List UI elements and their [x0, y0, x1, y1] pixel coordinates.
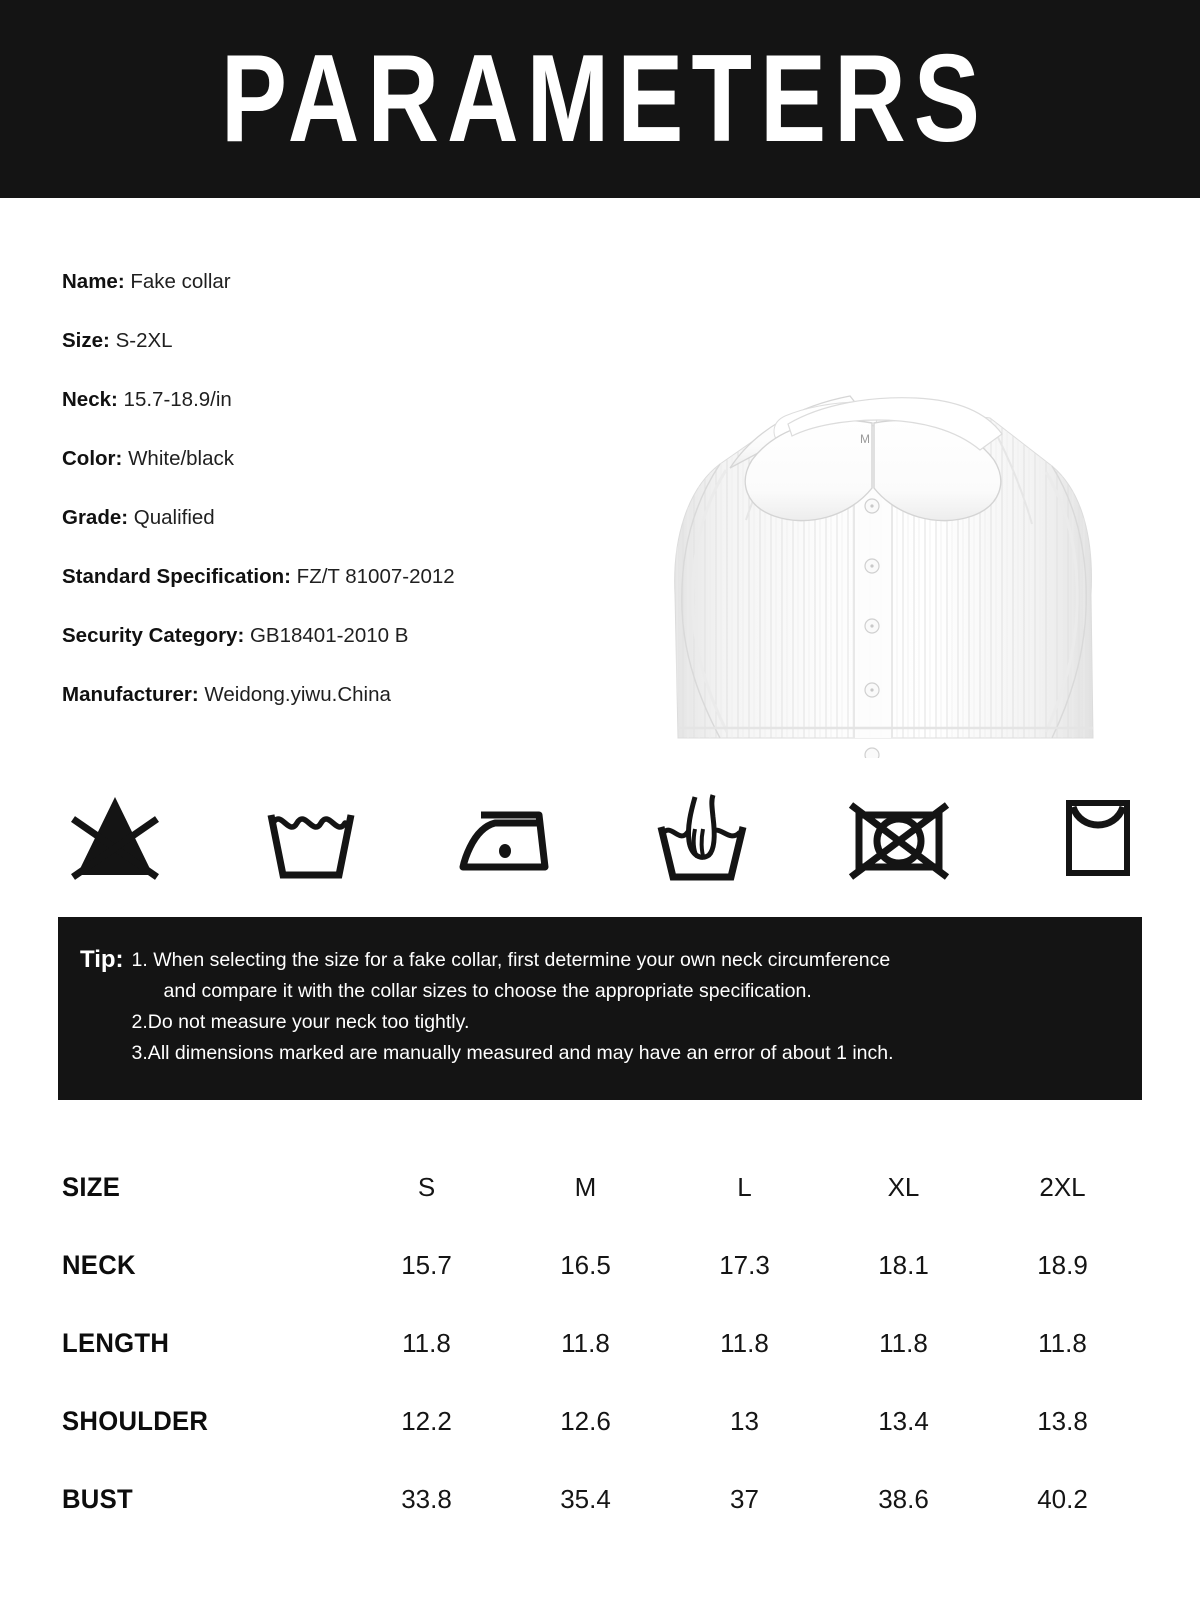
row-label-neck: NECK — [62, 1249, 136, 1280]
bust-m: 35.4 — [560, 1483, 611, 1514]
table-row-neck — [62, 1226, 1142, 1304]
neck-l: 17.3 — [719, 1249, 770, 1280]
spec-label: Grade: — [62, 506, 129, 529]
product-photo — [560, 238, 1120, 758]
tip-label: Tip: — [80, 946, 124, 973]
bust-s: 33.8 — [401, 1483, 452, 1514]
specification-list — [62, 272, 572, 744]
table-row-shoulder — [62, 1382, 1142, 1460]
spec-label: Security Category: — [62, 624, 245, 647]
row-label-bust: BUST — [62, 1483, 133, 1514]
tip-line-2: 2.Do not measure your neck too tightly. — [131, 1011, 470, 1033]
neck-2xl: 18.9 — [1037, 1249, 1088, 1280]
care-symbols-row — [55, 783, 1155, 888]
do-not-bleach-icon — [55, 786, 175, 886]
spec-label: Manufacturer: — [62, 683, 199, 706]
length-m: 11.8 — [561, 1327, 610, 1358]
size-header-l: L — [737, 1171, 752, 1202]
shoulder-xl: 13.4 — [878, 1405, 929, 1436]
spec-value: 15.7-18.9/in — [123, 388, 232, 411]
spec-value: S-2XL — [115, 329, 173, 352]
spec-value: FZ/T 81007-2012 — [296, 565, 455, 588]
size-header-2xl: 2XL — [1039, 1171, 1086, 1202]
size-header-m: M — [574, 1171, 597, 1202]
neck-m: 16.5 — [560, 1249, 611, 1280]
header-banner — [0, 0, 1200, 198]
shoulder-2xl: 13.8 — [1037, 1405, 1088, 1436]
length-s: 11.8 — [402, 1327, 451, 1358]
spec-value: Qualified — [133, 506, 215, 529]
spec-label: Name: — [62, 270, 125, 293]
spec-row-name — [62, 272, 572, 293]
spec-row-security-category — [62, 626, 572, 647]
spec-value: Fake collar — [130, 270, 231, 293]
spec-value: Weidong.yiwu.China — [204, 683, 391, 706]
row-label-size: SIZE — [62, 1171, 121, 1202]
length-2xl: 11.8 — [1038, 1327, 1087, 1358]
hand-wash-icon — [643, 786, 763, 886]
line-dry-icon — [1035, 786, 1155, 886]
tip-line-1: 1. When selecting the size for a fake collar, first determine your own neck circumference — [131, 949, 891, 971]
tip-line-1-continued: and compare it with the collar sizes to choose the appropriate specification. — [163, 980, 812, 1002]
tip-box — [58, 917, 1142, 1100]
size-table — [62, 1148, 1142, 1538]
tip-lines — [132, 945, 1116, 1069]
spec-row-size — [62, 331, 572, 352]
shoulder-l: 13 — [730, 1405, 759, 1436]
spec-label: Neck: — [62, 388, 118, 411]
shoulder-s: 12.2 — [401, 1405, 452, 1436]
size-header-xl: XL — [887, 1171, 920, 1202]
spec-label: Standard Specification: — [62, 565, 291, 588]
spec-row-color — [62, 449, 572, 470]
spec-row-standard-specification — [62, 567, 572, 588]
spec-label: Color: — [62, 447, 123, 470]
table-row-bust — [62, 1460, 1142, 1538]
machine-wash-icon — [251, 786, 371, 886]
table-row-length — [62, 1304, 1142, 1382]
neck-s: 15.7 — [401, 1249, 452, 1280]
bust-2xl: 40.2 — [1037, 1483, 1088, 1514]
bust-xl: 38.6 — [878, 1483, 929, 1514]
spec-row-neck — [62, 390, 572, 411]
size-tag-label: M — [860, 432, 870, 446]
bust-l: 37 — [730, 1483, 759, 1514]
spec-value: GB18401-2010 B — [249, 624, 409, 647]
spec-label: Size: — [62, 329, 110, 352]
tip-line-3: 3.All dimensions marked are manually measured and may have an error of about 1 inch. — [131, 1042, 894, 1064]
table-row-size-header — [62, 1148, 1142, 1226]
page-title: PARAMETERS — [220, 30, 988, 168]
do-not-tumble-dry-icon — [839, 786, 959, 886]
spec-row-manufacturer — [62, 685, 572, 706]
size-header-s: S — [417, 1171, 436, 1202]
row-label-length: LENGTH — [62, 1327, 170, 1358]
row-label-shoulder: SHOULDER — [62, 1405, 209, 1436]
iron-low-heat-icon — [447, 786, 567, 886]
length-l: 11.8 — [720, 1327, 769, 1358]
spec-row-grade — [62, 508, 572, 529]
spec-value: White/black — [128, 447, 235, 470]
neck-xl: 18.1 — [878, 1249, 929, 1280]
length-xl: 11.8 — [879, 1327, 928, 1358]
shoulder-m: 12.6 — [560, 1405, 611, 1436]
